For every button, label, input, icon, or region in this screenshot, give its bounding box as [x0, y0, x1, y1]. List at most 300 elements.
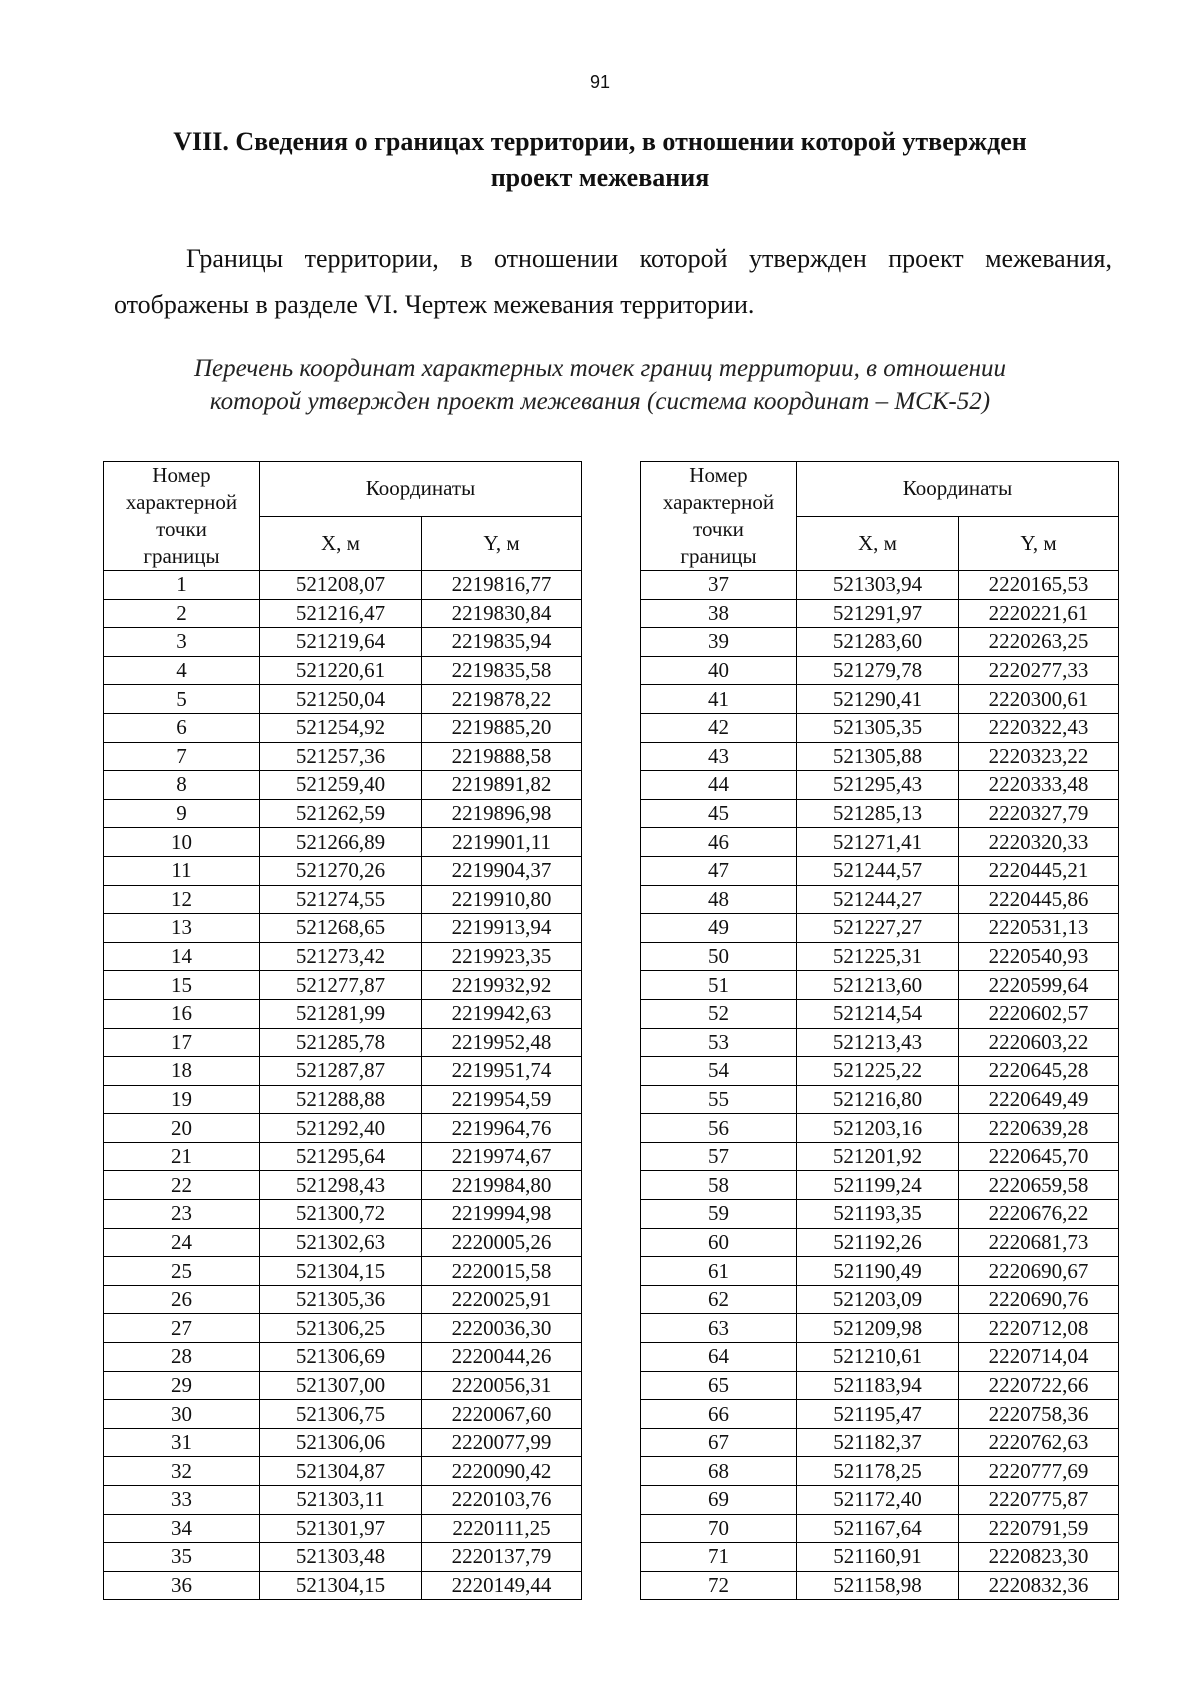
table-row: [104, 713, 582, 742]
table-row: [104, 1400, 582, 1429]
point-number-cell: 5: [104, 685, 260, 714]
point-number-cell: 71: [641, 1543, 797, 1572]
table-row: [641, 828, 1119, 857]
point-number-cell: 22: [104, 1171, 260, 1200]
y-coordinate-cell: 2219984,80: [422, 1171, 582, 1200]
x-coordinate-cell: 521193,35: [797, 1200, 959, 1229]
point-number-cell: 58: [641, 1171, 797, 1200]
coordinates-table-left: [103, 461, 582, 1600]
table-row: [104, 1343, 582, 1372]
x-coordinate-cell: 521305,36: [260, 1285, 422, 1314]
point-number-cell: 55: [641, 1085, 797, 1114]
y-coordinate-cell: 2219901,11: [422, 828, 582, 857]
x-coordinate-cell: 521303,48: [260, 1543, 422, 1572]
x-coordinate-cell: 521160,91: [797, 1543, 959, 1572]
y-coordinate-cell: 2219888,58: [422, 742, 582, 771]
x-coordinate-cell: 521306,69: [260, 1343, 422, 1372]
y-coordinate-cell: 2220067,60: [422, 1400, 582, 1429]
x-coordinate-cell: 521281,99: [260, 999, 422, 1028]
table-row: [641, 1285, 1119, 1314]
y-coordinate-cell: 2220090,42: [422, 1457, 582, 1486]
y-coordinate-cell: 2220025,91: [422, 1285, 582, 1314]
point-number-cell: 69: [641, 1486, 797, 1515]
point-number-cell: 52: [641, 999, 797, 1028]
x-coordinate-cell: 521213,43: [797, 1028, 959, 1057]
point-number-cell: 61: [641, 1257, 797, 1286]
table-row: [641, 1514, 1119, 1543]
table-row: [641, 799, 1119, 828]
y-coordinate-cell: 2220077,99: [422, 1428, 582, 1457]
x-coordinate-cell: 521277,87: [260, 971, 422, 1000]
table-row: [104, 828, 582, 857]
x-coordinate-cell: 521274,55: [260, 885, 422, 914]
header-text: точки: [156, 517, 207, 541]
section-heading: [100, 124, 1100, 196]
x-coordinate-cell: 521291,97: [797, 599, 959, 628]
table-row: [641, 1543, 1119, 1572]
x-coordinate-cell: 521214,54: [797, 999, 959, 1028]
coordinates-header: Координаты: [260, 462, 582, 517]
table-row: [641, 1257, 1119, 1286]
point-number-cell: 53: [641, 1028, 797, 1057]
x-coordinate-cell: 521266,89: [260, 828, 422, 857]
table-row: [641, 1371, 1119, 1400]
y-coordinate-cell: 2220333,48: [959, 771, 1119, 800]
x-coordinate-cell: 521262,59: [260, 799, 422, 828]
point-number-cell: 1: [104, 571, 260, 600]
table-row: [104, 1171, 582, 1200]
x-coordinate-cell: 521306,75: [260, 1400, 422, 1429]
x-coordinate-cell: 521219,64: [260, 628, 422, 657]
intro-paragraph: Границы территории, в отношении которой утвержден проект межевания, отображены в разделе VI. Чертеж межевания территории.: [114, 244, 1112, 319]
point-number-cell: 43: [641, 742, 797, 771]
x-coordinate-cell: 521227,27: [797, 914, 959, 943]
heading-line-1: VIII. Сведения о границах территории, в отношении которой утвержден: [173, 127, 1027, 156]
x-coordinate-cell: 521302,63: [260, 1228, 422, 1257]
x-coordinate-cell: 521209,98: [797, 1314, 959, 1343]
y-header: Y, м: [959, 516, 1119, 571]
table-row: [104, 742, 582, 771]
point-number-cell: 47: [641, 856, 797, 885]
x-coordinate-cell: 521303,11: [260, 1486, 422, 1515]
x-coordinate-cell: 521199,24: [797, 1171, 959, 1200]
point-number-cell: 27: [104, 1314, 260, 1343]
point-number-cell: 41: [641, 685, 797, 714]
point-number-cell: 6: [104, 713, 260, 742]
y-coordinate-cell: 2220690,76: [959, 1285, 1119, 1314]
table-row: [104, 885, 582, 914]
x-coordinate-cell: 521271,41: [797, 828, 959, 857]
x-coordinate-cell: 521158,98: [797, 1571, 959, 1600]
x-coordinate-cell: 521192,26: [797, 1228, 959, 1257]
y-coordinate-cell: 2220762,63: [959, 1428, 1119, 1457]
x-coordinate-cell: 521305,88: [797, 742, 959, 771]
y-coordinate-cell: 2220445,21: [959, 856, 1119, 885]
y-coordinate-cell: 2219951,74: [422, 1057, 582, 1086]
x-coordinate-cell: 521201,92: [797, 1142, 959, 1171]
header-text: границы: [680, 544, 757, 568]
x-coordinate-cell: 521306,06: [260, 1428, 422, 1457]
x-header: X, м: [260, 516, 422, 571]
y-coordinate-cell: 2220649,49: [959, 1085, 1119, 1114]
point-number-cell: 57: [641, 1142, 797, 1171]
x-coordinate-cell: 521216,80: [797, 1085, 959, 1114]
y-coordinate-cell: 2220645,28: [959, 1057, 1119, 1086]
point-number-cell: 44: [641, 771, 797, 800]
x-coordinate-cell: 521216,47: [260, 599, 422, 628]
y-coordinate-cell: 2220221,61: [959, 599, 1119, 628]
point-number-cell: 18: [104, 1057, 260, 1086]
table-row: [641, 1057, 1119, 1086]
point-number-cell: 25: [104, 1257, 260, 1286]
table-row: [104, 656, 582, 685]
point-number-cell: 70: [641, 1514, 797, 1543]
table-row: [104, 1028, 582, 1057]
point-number-cell: 14: [104, 942, 260, 971]
table-row: [104, 1257, 582, 1286]
point-number-cell: 26: [104, 1285, 260, 1314]
y-coordinate-cell: 2220056,31: [422, 1371, 582, 1400]
table-row: [641, 1571, 1119, 1600]
point-number-cell: 24: [104, 1228, 260, 1257]
table-row: [104, 1486, 582, 1515]
point-number-cell: 19: [104, 1085, 260, 1114]
coordinates-header: Координаты: [797, 462, 1119, 517]
x-coordinate-cell: 521273,42: [260, 942, 422, 971]
x-coordinate-cell: 521268,65: [260, 914, 422, 943]
point-number-cell: 48: [641, 885, 797, 914]
y-coordinate-cell: 2219816,77: [422, 571, 582, 600]
heading-line-2: проект межевания: [490, 163, 710, 192]
table-row: [104, 1457, 582, 1486]
y-coordinate-cell: 2220714,04: [959, 1343, 1119, 1372]
header-text: границы: [143, 544, 220, 568]
y-coordinate-cell: 2220599,64: [959, 971, 1119, 1000]
y-coordinate-cell: 2220015,58: [422, 1257, 582, 1286]
y-coordinate-cell: 2220149,44: [422, 1571, 582, 1600]
point-number-cell: 12: [104, 885, 260, 914]
x-coordinate-cell: 521190,49: [797, 1257, 959, 1286]
point-number-cell: 40: [641, 656, 797, 685]
x-coordinate-cell: 521225,22: [797, 1057, 959, 1086]
x-coordinate-cell: 521259,40: [260, 771, 422, 800]
y-coordinate-cell: 2220722,66: [959, 1371, 1119, 1400]
y-coordinate-cell: 2219885,20: [422, 713, 582, 742]
point-number-cell: 59: [641, 1200, 797, 1229]
table-row: [104, 1371, 582, 1400]
table-row: [104, 1085, 582, 1114]
table-row: [104, 1571, 582, 1600]
table-row: [104, 685, 582, 714]
table-row: [641, 942, 1119, 971]
y-coordinate-cell: 2220137,79: [422, 1543, 582, 1572]
x-coordinate-cell: 521288,88: [260, 1085, 422, 1114]
x-coordinate-cell: 521195,47: [797, 1400, 959, 1429]
point-number-cell: 39: [641, 628, 797, 657]
x-coordinate-cell: 521172,40: [797, 1486, 959, 1515]
y-coordinate-cell: 2220044,26: [422, 1343, 582, 1372]
table-row: [641, 1428, 1119, 1457]
point-number-header: [641, 462, 797, 571]
point-number-cell: 7: [104, 742, 260, 771]
y-coordinate-cell: 2220775,87: [959, 1486, 1119, 1515]
y-coordinate-cell: 2220531,13: [959, 914, 1119, 943]
table-row: [641, 1486, 1119, 1515]
table-row: [641, 571, 1119, 600]
point-number-cell: 10: [104, 828, 260, 857]
point-number-cell: 32: [104, 1457, 260, 1486]
point-number-cell: 21: [104, 1142, 260, 1171]
point-number-cell: 62: [641, 1285, 797, 1314]
caption-line-2: которой утвержден проект межевания (система координат – МСК-52): [209, 388, 991, 415]
y-coordinate-cell: 2220659,58: [959, 1171, 1119, 1200]
point-number-cell: 20: [104, 1114, 260, 1143]
table-row: [641, 771, 1119, 800]
header-text: характерной: [125, 490, 238, 514]
point-number-cell: 31: [104, 1428, 260, 1457]
point-number-cell: 29: [104, 1371, 260, 1400]
y-coordinate-cell: 2220777,69: [959, 1457, 1119, 1486]
y-coordinate-cell: 2219896,98: [422, 799, 582, 828]
y-coordinate-cell: 2219994,98: [422, 1200, 582, 1229]
x-coordinate-cell: 521306,25: [260, 1314, 422, 1343]
x-coordinate-cell: 521244,57: [797, 856, 959, 885]
point-number-cell: 60: [641, 1228, 797, 1257]
table-row: [104, 1057, 582, 1086]
y-coordinate-cell: 2220263,25: [959, 628, 1119, 657]
y-coordinate-cell: 2219835,58: [422, 656, 582, 685]
y-coordinate-cell: 2220639,28: [959, 1114, 1119, 1143]
point-number-cell: 51: [641, 971, 797, 1000]
table-row: [104, 856, 582, 885]
point-number-cell: 46: [641, 828, 797, 857]
x-coordinate-cell: 521290,41: [797, 685, 959, 714]
table-row: [641, 1228, 1119, 1257]
table-row: [104, 1200, 582, 1229]
point-number-cell: 3: [104, 628, 260, 657]
y-coordinate-cell: 2219932,92: [422, 971, 582, 1000]
y-coordinate-cell: 2220036,30: [422, 1314, 582, 1343]
point-number-cell: 34: [104, 1514, 260, 1543]
y-coordinate-cell: 2219878,22: [422, 685, 582, 714]
point-number-cell: 50: [641, 942, 797, 971]
x-coordinate-cell: 521220,61: [260, 656, 422, 685]
x-coordinate-cell: 521183,94: [797, 1371, 959, 1400]
y-coordinate-cell: 2219952,48: [422, 1028, 582, 1057]
y-coordinate-cell: 2219910,80: [422, 885, 582, 914]
y-coordinate-cell: 2220005,26: [422, 1228, 582, 1257]
x-coordinate-cell: 521301,97: [260, 1514, 422, 1543]
table-row: [104, 971, 582, 1000]
table-row: [641, 713, 1119, 742]
table-row: [641, 1343, 1119, 1372]
point-number-cell: 66: [641, 1400, 797, 1429]
y-coordinate-cell: 2220277,33: [959, 656, 1119, 685]
point-number-cell: 37: [641, 571, 797, 600]
y-coordinate-cell: 2220791,59: [959, 1514, 1119, 1543]
point-number-cell: 45: [641, 799, 797, 828]
point-number-cell: 38: [641, 599, 797, 628]
y-coordinate-cell: 2220603,22: [959, 1028, 1119, 1057]
point-number-cell: 8: [104, 771, 260, 800]
y-coordinate-cell: 2220320,33: [959, 828, 1119, 857]
x-coordinate-cell: 521213,60: [797, 971, 959, 1000]
table-row: [641, 1085, 1119, 1114]
table-row: [641, 1114, 1119, 1143]
y-coordinate-cell: 2219923,35: [422, 942, 582, 971]
page-number: 91: [589, 72, 611, 92]
table-row: [104, 1314, 582, 1343]
table-row: [641, 971, 1119, 1000]
point-number-cell: 35: [104, 1543, 260, 1572]
table-row: [641, 1142, 1119, 1171]
point-number-cell: 4: [104, 656, 260, 685]
y-coordinate-cell: 2220445,86: [959, 885, 1119, 914]
header-text: Номер: [689, 463, 748, 487]
table-row: [104, 799, 582, 828]
x-coordinate-cell: 521287,87: [260, 1057, 422, 1086]
x-coordinate-cell: 521270,26: [260, 856, 422, 885]
y-coordinate-cell: 2219835,94: [422, 628, 582, 657]
x-coordinate-cell: 521225,31: [797, 942, 959, 971]
x-coordinate-cell: 521285,13: [797, 799, 959, 828]
table-row: [104, 1285, 582, 1314]
y-coordinate-cell: 2219891,82: [422, 771, 582, 800]
table-row: [641, 999, 1119, 1028]
x-coordinate-cell: 521307,00: [260, 1371, 422, 1400]
table-row: [104, 628, 582, 657]
x-coordinate-cell: 521304,15: [260, 1571, 422, 1600]
x-coordinate-cell: 521167,64: [797, 1514, 959, 1543]
y-coordinate-cell: 2220300,61: [959, 685, 1119, 714]
table-row: [641, 628, 1119, 657]
y-coordinate-cell: 2220832,36: [959, 1571, 1119, 1600]
point-number-cell: 54: [641, 1057, 797, 1086]
table-row: [641, 685, 1119, 714]
header-text: Номер: [152, 463, 211, 487]
caption-line-1: Перечень координат характерных точек границ территории, в отношении: [193, 355, 1007, 382]
y-coordinate-cell: 2220645,70: [959, 1142, 1119, 1171]
point-number-cell: 63: [641, 1314, 797, 1343]
y-coordinate-cell: 2220676,22: [959, 1200, 1119, 1229]
table-row: [104, 1543, 582, 1572]
table-row: [641, 742, 1119, 771]
point-number-cell: 2: [104, 599, 260, 628]
x-coordinate-cell: 521203,09: [797, 1285, 959, 1314]
table-row: [104, 914, 582, 943]
point-number-cell: 36: [104, 1571, 260, 1600]
y-coordinate-cell: 2219942,63: [422, 999, 582, 1028]
point-number-cell: 28: [104, 1343, 260, 1372]
table-row: [104, 1514, 582, 1543]
y-coordinate-cell: 2220690,67: [959, 1257, 1119, 1286]
table-row: [641, 1171, 1119, 1200]
table-row: [641, 1457, 1119, 1486]
point-number-cell: 49: [641, 914, 797, 943]
y-coordinate-cell: 2220823,30: [959, 1543, 1119, 1572]
table-row: [641, 1400, 1119, 1429]
y-coordinate-cell: 2220111,25: [422, 1514, 582, 1543]
point-number-cell: 23: [104, 1200, 260, 1229]
y-coordinate-cell: 2220322,43: [959, 713, 1119, 742]
point-number-cell: 15: [104, 971, 260, 1000]
table-row: [641, 1028, 1119, 1057]
y-coordinate-cell: 2220103,76: [422, 1486, 582, 1515]
point-number-cell: 72: [641, 1571, 797, 1600]
x-coordinate-cell: 521304,87: [260, 1457, 422, 1486]
table-row: [104, 1114, 582, 1143]
y-coordinate-cell: 2220758,36: [959, 1400, 1119, 1429]
table-row: [104, 999, 582, 1028]
table-row: [641, 599, 1119, 628]
y-coordinate-cell: 2219964,76: [422, 1114, 582, 1143]
point-number-cell: 42: [641, 713, 797, 742]
coordinates-table-right: [640, 461, 1119, 1600]
point-number-cell: 33: [104, 1486, 260, 1515]
point-number-cell: 9: [104, 799, 260, 828]
header-text: характерной: [662, 490, 775, 514]
table-row: [104, 599, 582, 628]
y-coordinate-cell: 2220602,57: [959, 999, 1119, 1028]
x-coordinate-cell: 521303,94: [797, 571, 959, 600]
point-number-cell: 56: [641, 1114, 797, 1143]
table-row: [641, 914, 1119, 943]
x-coordinate-cell: 521304,15: [260, 1257, 422, 1286]
x-coordinate-cell: 521298,43: [260, 1171, 422, 1200]
table-row: [104, 1428, 582, 1457]
x-coordinate-cell: 521178,25: [797, 1457, 959, 1486]
x-coordinate-cell: 521182,37: [797, 1428, 959, 1457]
y-coordinate-cell: 2220681,73: [959, 1228, 1119, 1257]
y-coordinate-cell: 2220327,79: [959, 799, 1119, 828]
table-row: [104, 942, 582, 971]
y-coordinate-cell: 2219913,94: [422, 914, 582, 943]
point-number-cell: 17: [104, 1028, 260, 1057]
y-coordinate-cell: 2220540,93: [959, 942, 1119, 971]
table-row: [641, 656, 1119, 685]
table-row: [641, 1200, 1119, 1229]
x-coordinate-cell: 521254,92: [260, 713, 422, 742]
x-coordinate-cell: 521257,36: [260, 742, 422, 771]
x-coordinate-cell: 521292,40: [260, 1114, 422, 1143]
point-number-cell: 65: [641, 1371, 797, 1400]
y-coordinate-cell: 2219830,84: [422, 599, 582, 628]
y-header: Y, м: [422, 516, 582, 571]
y-coordinate-cell: 2220165,53: [959, 571, 1119, 600]
header-text: точки: [693, 517, 744, 541]
point-number-cell: 13: [104, 914, 260, 943]
point-number-cell: 68: [641, 1457, 797, 1486]
x-header: X, м: [797, 516, 959, 571]
table-row: [641, 885, 1119, 914]
x-coordinate-cell: 521279,78: [797, 656, 959, 685]
x-coordinate-cell: 521295,43: [797, 771, 959, 800]
table-row: [641, 856, 1119, 885]
table-row: [104, 1142, 582, 1171]
point-number-cell: 16: [104, 999, 260, 1028]
point-number-cell: 11: [104, 856, 260, 885]
table-caption: [100, 352, 1100, 418]
point-number-header: [104, 462, 260, 571]
table-row: [104, 1228, 582, 1257]
x-coordinate-cell: 521300,72: [260, 1200, 422, 1229]
table-row: [104, 571, 582, 600]
point-number-cell: 67: [641, 1428, 797, 1457]
y-coordinate-cell: 2219954,59: [422, 1085, 582, 1114]
table-row: [641, 1314, 1119, 1343]
x-coordinate-cell: 521295,64: [260, 1142, 422, 1171]
y-coordinate-cell: 2219974,67: [422, 1142, 582, 1171]
